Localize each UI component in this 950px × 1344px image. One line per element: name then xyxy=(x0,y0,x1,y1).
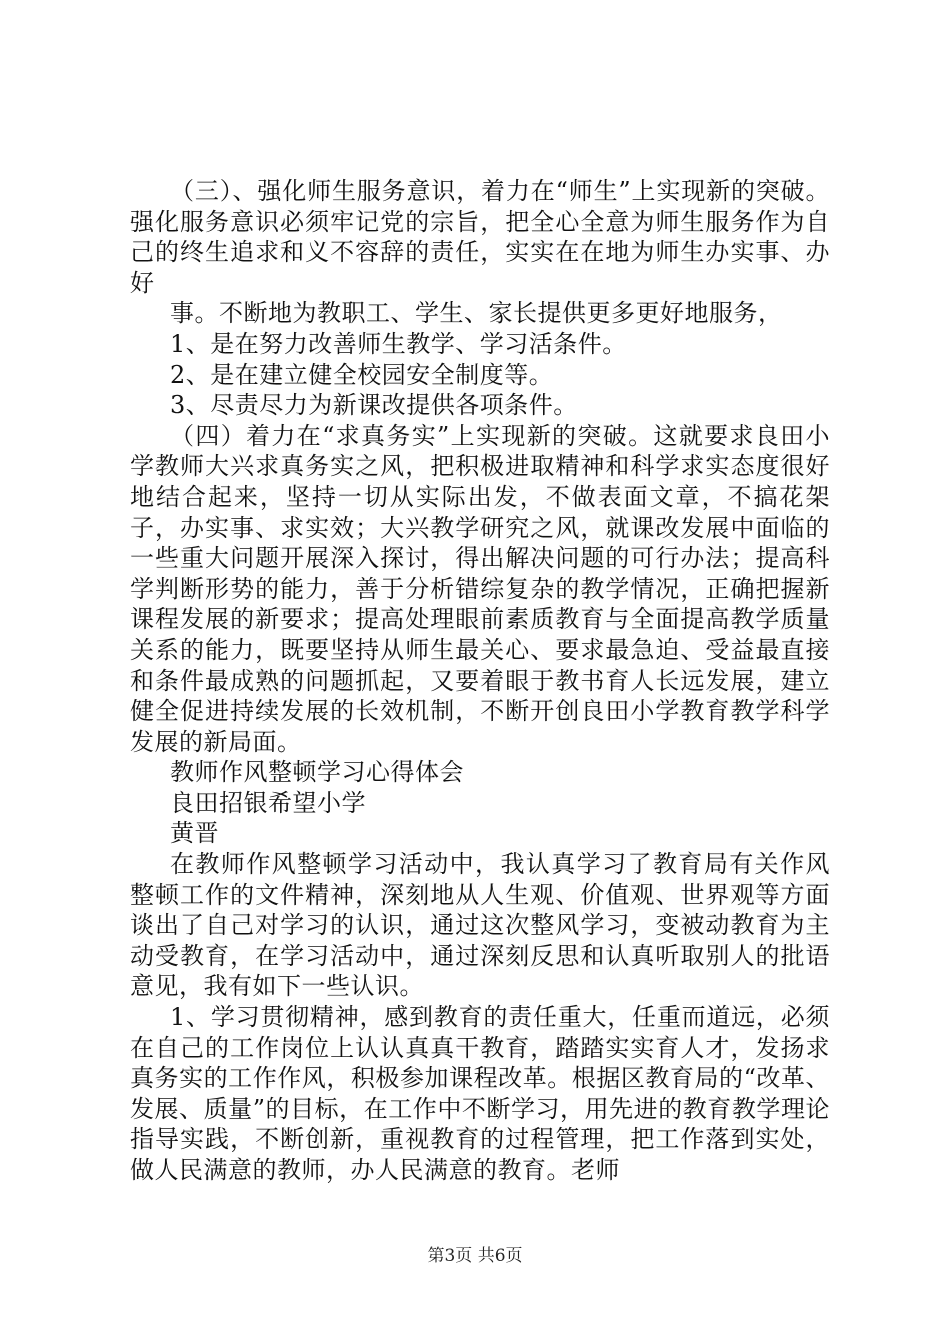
list-item-3: 3、尽责尽力为新课改提供各项条件。 xyxy=(170,391,578,420)
page-footer: 第3页 共6页 xyxy=(427,1246,523,1266)
paragraph-continuation: 事。不断地为教职工、学生、家长提供更多更好地服务， xyxy=(170,299,783,328)
list-item-2: 2、是在建立健全校园安全制度等。 xyxy=(170,360,554,389)
paragraph-point-1: 1、学习贯彻精神，感到教育的责任重大，任重而道远，必须在自己的工作岗位上认认真真干教育，踏踏实实育人才，发扬求真务实的工作作风，积极参加课程改革。根据区教育局的“改革、发展、质量”的目标，在工作中不断学习，用先进的教育教学理论指导实践，不断创新，重视教育的过程管理，把工作落到实处，做人民满意的教师，办人民满意的教育。老师 xyxy=(130,1003,830,1184)
article-title: 教师作风整顿学习心得体会 xyxy=(170,758,464,787)
paragraph-section-three: （三）、强化师生服务意识，着力在“师生”上实现新的突破。强化服务意识必须牢记党的宗旨，把全心全意为师生服务作为自己的终生追求和义不容辞的责任，实实在在地为师生办实事、办好 xyxy=(130,177,830,297)
article-school: 良田招银希望小学 xyxy=(170,788,366,817)
paragraph-section-four: （四）着力在“求真务实”上实现新的突破。这就要求良田小学教师大兴求真务实之风，把积极进取精神和科学求实态度很好地结合起来，坚持一切从实际出发，不做表面文章，不搞花架子，办实事、求实效；大兴教学研究之风，就课改发展中面临的一些重大问题开展深入探讨，得出解决问题的可行办法；提高科学判断形势的能力，善于分析错综复杂的教学情况，正确把握新课程发展的新要求；提高处理眼前素质教育与全面提高教学质量关系的能力，既要坚持从师生最关心、要求最急迫、受益最直接和条件最成熟的问题抓起，又要着眼于教书育人长远发展，建立健全促进持续发展的长效机制，不断开创良田小学教育教学科学发展的新局面。 xyxy=(130,421,830,756)
document-body xyxy=(130,176,830,1186)
list-item-1: 1、是在努力改善师生教学、学习活条件。 xyxy=(170,329,627,358)
article-author: 黄晋 xyxy=(170,819,219,848)
paragraph-intro: 在教师作风整顿学习活动中，我认真学习了教育局有关作风整顿工作的文件精神，深刻地从人生观、价值观、世界观等方面谈出了自己对学习的认识，通过这次整风学习，变被动教育为主动受教育，在学习活动中，通过深刻反思和认真听取别人的批语意见，我有如下一些认识。 xyxy=(130,850,830,1001)
